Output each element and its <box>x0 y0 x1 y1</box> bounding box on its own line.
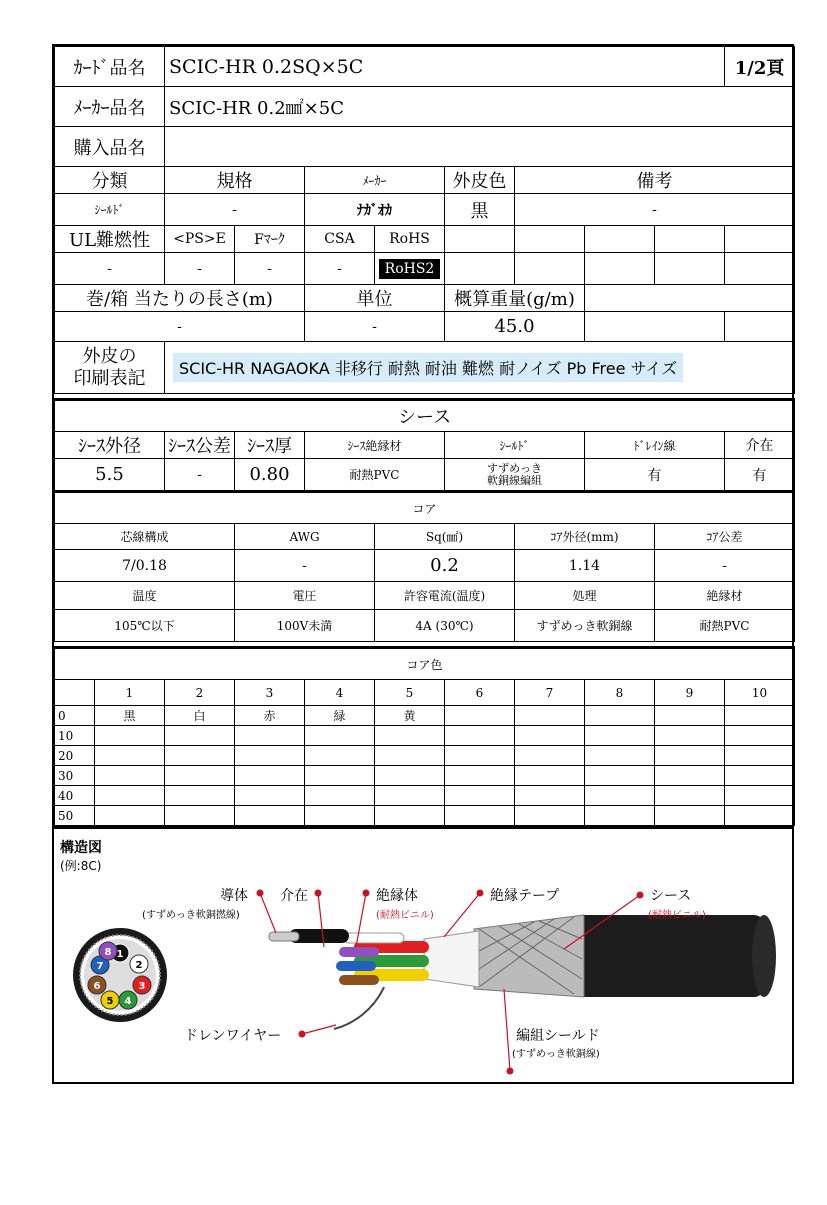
core-header-temp: 温度 <box>55 582 235 610</box>
std-value-rohs <box>375 253 445 285</box>
color-cell <box>235 766 305 786</box>
label-braid-sub: (すずめっき軟銅線) <box>512 1049 600 1060</box>
color-cell <box>445 706 515 726</box>
color-row-label: 30 <box>55 766 95 786</box>
sheath-table <box>54 398 795 491</box>
color-cell <box>585 766 655 786</box>
label-sheath-sub: (耐熱ビニル) <box>648 910 706 921</box>
weight-header-unit: 単位 <box>305 285 445 312</box>
color-cell <box>375 726 445 746</box>
structure-diagram <box>54 826 794 1079</box>
core-num-6: 6 <box>93 981 101 992</box>
purchase-name-value <box>165 127 795 167</box>
color-cell <box>235 786 305 806</box>
color-row <box>55 726 795 746</box>
core-header-strand: 芯線構成 <box>55 524 235 550</box>
color-cell <box>585 726 655 746</box>
color-row-label: 40 <box>55 786 95 806</box>
core-header-treatment: 処理 <box>515 582 655 610</box>
color-cell <box>725 726 795 746</box>
color-cell <box>375 806 445 826</box>
color-col-header: 1 <box>95 680 165 706</box>
spec-header-category: 分類 <box>55 167 165 194</box>
sheath-value-tol: - <box>165 459 235 491</box>
core-num-8: 8 <box>104 947 112 958</box>
label-conductor: 導体 <box>220 888 248 904</box>
spec-value-remarks: - <box>515 194 795 226</box>
color-cell <box>515 746 585 766</box>
color-cell <box>725 746 795 766</box>
sheath-header-tol: ｼｰｽ公差 <box>165 432 235 459</box>
color-cell <box>95 766 165 786</box>
spec-header-color: 外皮色 <box>445 167 515 194</box>
std-header-rohs: RoHS <box>375 226 445 253</box>
color-cell <box>235 746 305 766</box>
maker-name-value: SCIC-HR 0.2㎟×5C <box>165 87 795 127</box>
color-col-header: 6 <box>445 680 515 706</box>
color-col-header: 5 <box>375 680 445 706</box>
color-cell <box>95 786 165 806</box>
std-value-ul: - <box>55 253 165 285</box>
purchase-name-label: 購入品名 <box>55 127 165 167</box>
std-header-csa: CSA <box>305 226 375 253</box>
core-header-current: 許容電流(温度) <box>375 582 515 610</box>
core-value-sq: 0.2 <box>375 550 515 582</box>
color-cell <box>445 806 515 826</box>
sheath-value-od: 5.5 <box>55 459 165 491</box>
label-insulator-sub: (耐熱ビニル) <box>376 910 434 921</box>
std-value-csa: - <box>305 253 375 285</box>
color-cell <box>725 706 795 726</box>
color-cell: 白 <box>165 706 235 726</box>
spec-table <box>54 46 795 394</box>
rohs2-badge: RoHS2 <box>379 259 441 279</box>
spec-header-maker: ﾒｰｶｰ <box>305 167 445 194</box>
color-cell <box>305 766 375 786</box>
core-header-od: ｺｱ外径(mm) <box>515 524 655 550</box>
color-cell <box>585 746 655 766</box>
sheath-value-drain: 有 <box>585 459 725 491</box>
color-cell <box>375 766 445 786</box>
color-cell <box>655 706 725 726</box>
weight-header-length: 巻/箱 当たりの長さ(m) <box>55 285 305 312</box>
color-row <box>55 786 795 806</box>
label-tape: 絶縁テープ <box>490 888 560 904</box>
core-value-current: 4A (30℃) <box>375 610 515 642</box>
core-num-5: 5 <box>106 996 114 1007</box>
sheath-header-od: ｼｰｽ外径 <box>55 432 165 459</box>
color-cell <box>95 806 165 826</box>
core-header-voltage: 電圧 <box>235 582 375 610</box>
core-color-title: コア色 <box>55 648 795 680</box>
color-cell <box>305 806 375 826</box>
core-color-table <box>54 646 795 826</box>
print-text-cell <box>165 342 795 394</box>
cable-illustration <box>54 829 794 1079</box>
color-col-header: 9 <box>655 680 725 706</box>
color-cell <box>235 726 305 746</box>
spec-value-maker: ﾅｶﾞｵｶ <box>305 194 445 226</box>
color-cell <box>515 726 585 746</box>
sheath-shield-line1: すずめっき <box>487 461 542 475</box>
spec-value-standard: - <box>165 194 305 226</box>
color-cell <box>305 726 375 746</box>
color-cell <box>445 726 515 746</box>
label-insulator: 絶縁体 <box>376 888 418 904</box>
sheath-value-shield <box>445 459 585 491</box>
color-cell <box>305 786 375 806</box>
color-cell <box>655 726 725 746</box>
label-sheath: シース <box>650 888 692 904</box>
core-num-1: 1 <box>116 949 124 960</box>
color-cell <box>655 766 725 786</box>
label-drain: ドレンワイヤー <box>184 1028 282 1044</box>
print-label <box>55 342 165 394</box>
color-cell <box>375 746 445 766</box>
color-cell <box>95 726 165 746</box>
weight-value-weight: 45.0 <box>445 312 585 342</box>
color-cell <box>515 806 585 826</box>
color-cell: 黒 <box>95 706 165 726</box>
sheath-header-filler: 介在 <box>725 432 795 459</box>
core-header-tol: ｺｱ公差 <box>655 524 795 550</box>
sheath-value-thk: 0.80 <box>235 459 305 491</box>
color-cell <box>445 746 515 766</box>
cross-section <box>73 928 167 1022</box>
spec-header-standard: 規格 <box>165 167 305 194</box>
core-table <box>54 490 795 642</box>
sheath-value-filler: 有 <box>725 459 795 491</box>
color-cell <box>515 766 585 786</box>
color-cell <box>445 766 515 786</box>
color-row <box>55 746 795 766</box>
spec-sheet <box>52 44 794 1084</box>
core-num-4: 4 <box>124 996 132 1007</box>
color-col-header: 2 <box>165 680 235 706</box>
std-value-fmark: - <box>235 253 305 285</box>
sheath-header-drain: ﾄﾞﾚｲﾝ線 <box>585 432 725 459</box>
color-col-header: 8 <box>585 680 655 706</box>
color-cell <box>95 746 165 766</box>
weight-header-weight: 概算重量(g/m) <box>445 285 585 312</box>
color-col-header: 3 <box>235 680 305 706</box>
color-row <box>55 706 795 726</box>
color-cell <box>165 766 235 786</box>
color-cell: 赤 <box>235 706 305 726</box>
core-value-temp: 105℃以下 <box>55 610 235 642</box>
spec-value-category: ｼｰﾙﾄﾞ <box>55 194 165 226</box>
core-num-3: 3 <box>138 981 146 992</box>
core-header-insulation: 絶縁材 <box>655 582 795 610</box>
core-value-strand: 7/0.18 <box>55 550 235 582</box>
color-cell <box>585 786 655 806</box>
color-cell <box>655 806 725 826</box>
color-cell <box>655 746 725 766</box>
card-name-value: SCIC-HR 0.2SQ×5C <box>165 47 725 87</box>
sheath-header-thk: ｼｰｽ厚 <box>235 432 305 459</box>
color-row-label: 0 <box>55 706 95 726</box>
color-cell <box>235 806 305 826</box>
color-row <box>55 766 795 786</box>
color-cell <box>305 746 375 766</box>
core-value-treatment: すずめっき軟銅線 <box>515 610 655 642</box>
color-cell <box>165 746 235 766</box>
color-col-header: 10 <box>725 680 795 706</box>
core-header-sq: Sq(㎟) <box>375 524 515 550</box>
cable-side-view <box>269 915 776 1029</box>
core-value-awg: - <box>235 550 375 582</box>
core-header-awg: AWG <box>235 524 375 550</box>
color-cell <box>725 766 795 786</box>
color-row-label: 50 <box>55 806 95 826</box>
core-value-od: 1.14 <box>515 550 655 582</box>
std-header-pse: <PS>E <box>165 226 235 253</box>
diagram-example: (例:8C) <box>60 859 102 873</box>
diagram-title: 構造図 <box>60 840 102 856</box>
color-cell <box>725 806 795 826</box>
color-cell <box>655 786 725 806</box>
core-num-7: 7 <box>96 961 104 972</box>
std-value-pse: - <box>165 253 235 285</box>
sheath-header-ins: ｼｰｽ絶縁材 <box>305 432 445 459</box>
color-col-header: 7 <box>515 680 585 706</box>
core-value-tol: - <box>655 550 795 582</box>
color-cell: 黄 <box>375 706 445 726</box>
color-cell <box>515 706 585 726</box>
weight-value-unit: - <box>305 312 445 342</box>
core-value-insulation: 耐熱PVC <box>655 610 795 642</box>
spec-header-remarks: 備考 <box>515 167 795 194</box>
color-cell: 緑 <box>305 706 375 726</box>
color-cell <box>725 786 795 806</box>
color-cell <box>585 706 655 726</box>
color-cell <box>515 786 585 806</box>
label-filler: 介在 <box>280 888 308 904</box>
sheath-value-ins: 耐熱PVC <box>305 459 445 491</box>
color-row-label: 20 <box>55 746 95 766</box>
print-text: SCIC-HR NAGAOKA 非移行 耐熱 耐油 難燃 耐ノイズ Pb Free サイズ <box>173 353 683 382</box>
card-name-label: ｶｰﾄﾞ品名 <box>55 47 165 87</box>
color-cell <box>165 806 235 826</box>
maker-name-label: ﾒｰｶｰ品名 <box>55 87 165 127</box>
sheath-shield-line2: 軟銅線編組 <box>487 473 542 487</box>
label-braid: 編組シールド <box>516 1028 600 1044</box>
color-col-header: 4 <box>305 680 375 706</box>
color-cell <box>375 786 445 806</box>
color-cell <box>445 786 515 806</box>
page-number: 1/2頁 <box>725 47 795 87</box>
std-header-fmark: Fﾏｰｸ <box>235 226 305 253</box>
sheath-header-shield: ｼｰﾙﾄﾞ <box>445 432 585 459</box>
color-cell <box>585 806 655 826</box>
std-header-ul: UL難燃性 <box>55 226 165 253</box>
core-title: コア <box>55 492 795 524</box>
color-row-label: 10 <box>55 726 95 746</box>
color-cell <box>165 726 235 746</box>
label-conductor-sub: (すずめっき軟銅撚線) <box>142 910 240 921</box>
print-label-line1: 外皮の <box>82 345 137 367</box>
color-row <box>55 806 795 826</box>
spec-value-color: 黒 <box>445 194 515 226</box>
core-value-voltage: 100V未満 <box>235 610 375 642</box>
core-num-2: 2 <box>135 960 143 971</box>
sheath-title: シース <box>55 400 795 432</box>
weight-value-length: - <box>55 312 305 342</box>
print-label-line2: 印刷表記 <box>73 367 146 389</box>
color-cell <box>165 786 235 806</box>
